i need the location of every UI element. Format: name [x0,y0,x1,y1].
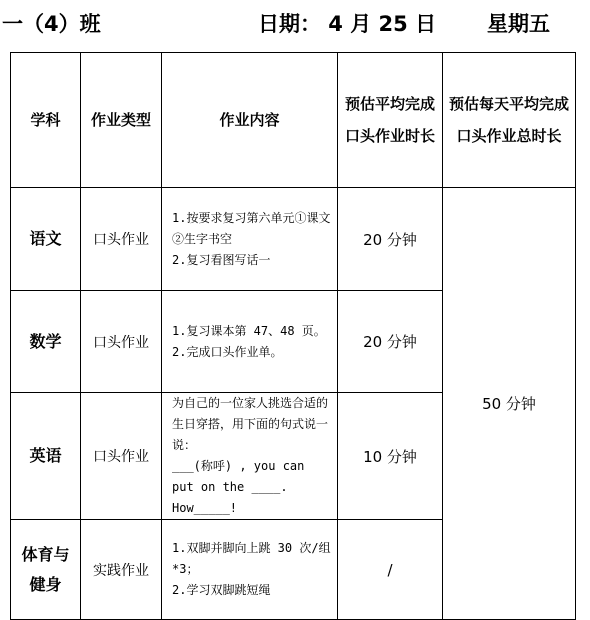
table-header-row [11,53,576,188]
content-cell [162,393,338,520]
duration-cell: 10 分钟 [338,393,443,520]
content-line: 2.复习看图写话一 [172,252,271,267]
table-row [11,188,576,291]
subject-cell: 英语 [11,393,81,520]
header-daily-total: 预估每天平均完成口头作业总时长 [443,53,576,188]
subject-cell: 语文 [11,188,81,291]
duration-cell: / [338,520,443,620]
duration-cell: 20 分钟 [338,291,443,393]
type-cell: 实践作业 [81,520,162,620]
content-line: 2.完成口头作业单。 [172,344,283,359]
class-name: 一（4）班 [2,12,101,36]
type-cell: 口头作业 [81,188,162,291]
type-cell: 口头作业 [81,291,162,393]
content-cell [162,188,338,291]
content-line: 1.按要求复习第六单元①课文 ②生字书空 [172,210,338,246]
subject-cell: 体育与健身 [11,520,81,620]
page-header [0,0,590,42]
date-label: 日期： 4 月 25 日 [258,12,437,36]
header-type: 作业类型 [81,53,162,188]
type-cell: 口头作业 [81,393,162,520]
content-line: 为自己的一位家人挑选合适的生日穿搭，用下面的句式说一说： [172,396,329,452]
content-line: ___(称呼) , you can put on the ____. How_____! [172,459,312,515]
total-duration-cell: 50 分钟 [443,188,576,620]
duration-cell: 20 分钟 [338,188,443,291]
header-avg-time: 预估平均完成口头作业时长 [338,53,443,188]
content-cell [162,520,338,620]
content-cell [162,291,338,393]
content-line: 2.学习双脚跳短绳 [172,583,271,597]
content-line: 1.复习课本第 47、48 页。 [172,323,326,338]
header-subject: 学科 [11,53,81,188]
subject-cell: 数学 [11,291,81,393]
weekday-label: 星期五 [487,12,550,36]
homework-table [10,52,576,620]
content-line: 1.双脚并脚向上跳 30 次/组*3； [172,541,331,576]
header-content: 作业内容 [162,53,338,188]
